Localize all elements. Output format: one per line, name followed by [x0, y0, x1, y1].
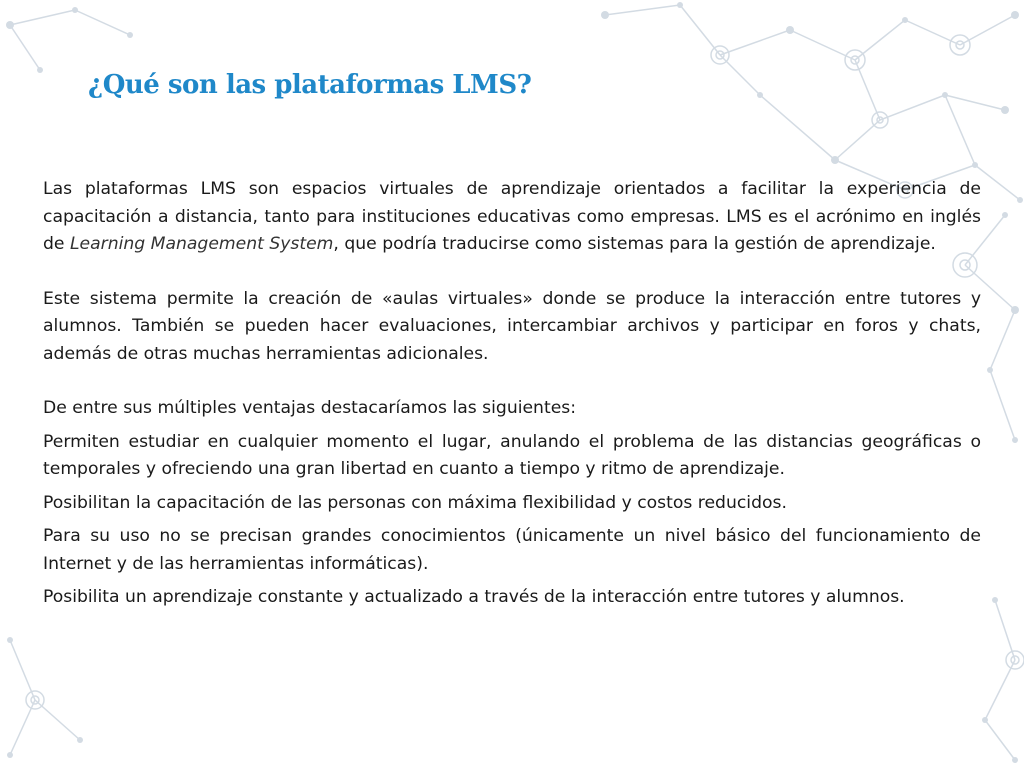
advantages-intro: De entre sus múltiples ventajas destacaríamos las siguientes: [43, 398, 577, 418]
slide-body [43, 176, 981, 612]
intro-text-end: , que podría traducirse como sistemas para la gestión de aprendizaje. [333, 234, 936, 254]
slide-title: ¿Qué son las plataformas LMS? [88, 70, 532, 100]
intro-text: Las plataformas LMS son espacios virtuales de aprendizaje orientados a facilitar la experiencia de capacitación a distancia, tanto para instituciones educativas como empresas. LMS es el acrónimo en inglés de [43, 179, 981, 254]
lms-term: Learning Management System [69, 234, 334, 254]
intro-paragraph [43, 176, 981, 259]
advantage-item: Para su uso no se precisan grandes conocimientos (únicamente un nivel básico del funcionamiento de Internet y de las herramientas informáticas). [43, 526, 981, 574]
advantage-item: Permiten estudiar en cualquier momento el lugar, anulando el problema de las distancias geográficas o temporales y ofreciendo una gran libertad en cuanto a tiempo y ritmo de aprendizaje. [43, 431, 981, 479]
advantage-item: Posibilitan la capacitación de las personas con máxima flexibilidad y costos reducidos. [43, 492, 787, 513]
advantage-item: Posibilita un aprendizaje constante y actualizado a través de la interacción entre tutores y alumnos. [43, 587, 905, 607]
description-paragraph: Este sistema permite la creación de «aulas virtuales» donde se produce la interacción entre tutores y alumnos. También se pueden hacer evaluaciones, intercambiar archivos y participar en foros y chats, además de otras muchas herramientas adicionales. [43, 288, 981, 364]
